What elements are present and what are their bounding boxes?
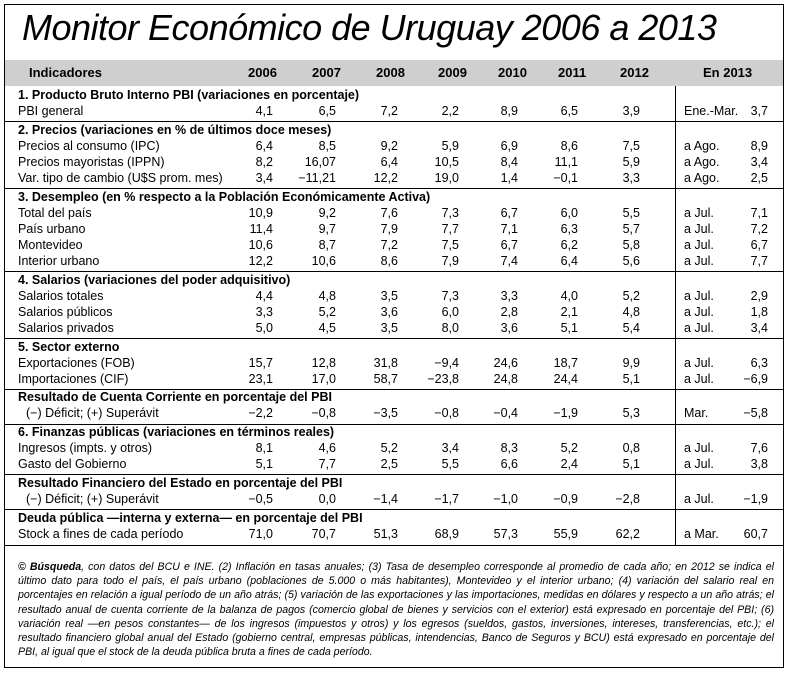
cell-value: 6,7 — [500, 237, 518, 252]
cell-value: 8,4 — [500, 154, 518, 169]
cell-value: 6,4 — [560, 254, 578, 268]
cell-value: 7,3 — [441, 288, 459, 303]
cell-value: 18,7 — [553, 355, 578, 370]
header-year: 2006 — [248, 65, 277, 80]
section-label: Resultado de Cuenta Corriente en porcentaje del PBI — [18, 390, 332, 405]
section-label: 2. Precios (variaciones en % de últimos doce meses) — [18, 122, 332, 137]
cell-value: 5,1 — [622, 457, 640, 472]
row-label: Total del país — [18, 205, 92, 220]
cell-value: 11,4 — [249, 221, 273, 236]
table-row — [0, 289, 790, 305]
cell-value: 12,2 — [373, 171, 398, 185]
cell-value: 3,5 — [380, 320, 398, 335]
header-year: 2011 — [558, 65, 587, 80]
cell-value: 3,6 — [380, 304, 398, 319]
table-row — [0, 104, 790, 120]
cell-value: −0,9 — [553, 491, 578, 506]
row-label: Gasto del Gobierno — [18, 457, 127, 472]
section-divider — [5, 338, 783, 339]
cell-value: 4,5 — [318, 320, 336, 335]
cell-value: 10,6 — [311, 254, 336, 268]
table-header — [5, 60, 783, 86]
cell-value: 1,4 — [500, 171, 518, 185]
table-row — [0, 139, 790, 155]
cell-value: 5,7 — [622, 221, 640, 236]
section-label: Deuda pública —interna y externa— en porcentaje del PBI — [18, 510, 363, 525]
header-year: 2008 — [376, 65, 405, 80]
period-label: a Jul. — [684, 237, 714, 252]
cell-value: 16,07 — [304, 154, 336, 169]
section-label: 4. Salarios (variaciones del poder adquisitivo) — [18, 272, 291, 287]
period-label: a Jul. — [684, 355, 714, 370]
value-2013: −6,9 — [743, 371, 768, 386]
cell-value: −1,0 — [493, 491, 518, 506]
cell-value: 7,5 — [622, 138, 640, 153]
section-heading — [0, 340, 790, 356]
cell-value: 3,4 — [441, 441, 459, 456]
table-row — [0, 238, 790, 254]
cell-value: 7,6 — [380, 205, 398, 220]
cell-value: 2,4 — [560, 457, 578, 472]
cell-value: 5,2 — [380, 441, 398, 456]
cell-value: 6,9 — [500, 138, 518, 153]
value-2013: 2,9 — [750, 288, 768, 303]
period-label: a Jul. — [684, 457, 714, 472]
cell-value: 6,5 — [560, 104, 578, 119]
cell-value: 8,0 — [441, 320, 459, 335]
cell-value: 7,3 — [441, 205, 459, 220]
table-row — [0, 222, 790, 238]
section-divider — [5, 474, 783, 475]
value-2013: −5,8 — [743, 406, 768, 421]
cell-value: 3,9 — [622, 104, 640, 119]
header-en2013: En 2013 — [703, 65, 753, 80]
section-divider — [5, 121, 783, 122]
cell-value: 7,9 — [441, 254, 459, 268]
cell-value: 8,7 — [318, 237, 336, 252]
cell-value: 62,2 — [615, 526, 640, 541]
value-2013: 8,9 — [750, 138, 768, 153]
cell-value: 5,2 — [560, 441, 578, 456]
section-label: 5. Sector externo — [18, 339, 120, 354]
page-title: Monitor Económico de Uruguay 2006 a 2013 — [22, 7, 717, 48]
value-2013: 6,3 — [750, 355, 768, 370]
period-label: a Jul. — [684, 221, 714, 236]
footnote — [18, 560, 774, 659]
cell-value: −9,4 — [434, 355, 459, 370]
cell-value: 5,2 — [622, 288, 640, 303]
cell-value: 5,6 — [622, 254, 640, 268]
cell-value: 0,8 — [622, 441, 640, 456]
cell-value: −23,8 — [427, 371, 459, 386]
cell-value: 5,8 — [622, 237, 640, 252]
cell-value: 7,9 — [380, 221, 398, 236]
section-divider — [5, 271, 783, 272]
period-label: a Ago. — [684, 138, 720, 153]
cell-value: 3,6 — [500, 320, 518, 335]
cell-value: 58,7 — [373, 371, 398, 386]
row-label: (−) Déficit; (+) Superávit — [26, 406, 159, 421]
cell-value: 7,2 — [380, 104, 398, 119]
period-label: Ene.-Mar. — [684, 104, 739, 119]
cell-value: 19,0 — [434, 171, 459, 185]
cell-value: 3,4 — [255, 171, 273, 185]
cell-value: 3,5 — [380, 288, 398, 303]
cell-value: −0,8 — [434, 406, 459, 421]
table-row — [0, 372, 790, 388]
section-heading — [0, 390, 790, 406]
row-label: Exportaciones (FOB) — [18, 355, 135, 370]
cell-value: 6,7 — [500, 205, 518, 220]
cell-value: 2,2 — [441, 104, 459, 119]
cell-value: 24,8 — [493, 371, 518, 386]
cell-value: 23,1 — [248, 371, 273, 386]
cell-value: 8,6 — [380, 254, 398, 268]
cell-value: −1,7 — [434, 491, 459, 506]
header-indicadores: Indicadores — [29, 65, 102, 80]
cell-value: 71,0 — [248, 526, 273, 541]
period-label: a Jul. — [684, 491, 714, 506]
period-label: a Jul. — [684, 288, 714, 303]
row-label: Montevideo — [18, 237, 83, 252]
row-label: Salarios privados — [18, 320, 114, 335]
cell-value: 7,7 — [441, 221, 459, 236]
row-label: (−) Déficit; (+) Superávit — [26, 491, 159, 506]
cell-value: 7,1 — [500, 221, 518, 236]
section-heading — [0, 273, 790, 289]
cell-value: 4,0 — [560, 288, 578, 303]
header-year: 2009 — [438, 65, 467, 80]
period-label: Mar. — [684, 406, 709, 421]
section-heading — [0, 425, 790, 441]
section-label: 3. Desempleo (en % respecto a la Población Económicamente Activa) — [18, 189, 431, 204]
value-2013: 3,4 — [750, 154, 768, 169]
period-label: a Ago. — [684, 154, 720, 169]
cell-value: 8,6 — [560, 138, 578, 153]
value-2013: 2,5 — [750, 171, 768, 185]
cell-value: 6,5 — [318, 104, 336, 119]
cell-value: 4,4 — [255, 288, 273, 303]
row-label: Precios al consumo (IPC) — [18, 138, 160, 153]
cell-value: 12,2 — [248, 254, 273, 268]
row-label: Salarios públicos — [18, 304, 113, 319]
value-2013: 60,7 — [743, 526, 768, 541]
cell-value: 4,8 — [318, 288, 336, 303]
cell-value: 6,0 — [560, 205, 578, 220]
header-year: 2007 — [312, 65, 341, 80]
row-label: Var. tipo de cambio (U$S prom. mes) — [18, 171, 223, 185]
cell-value: 8,1 — [255, 441, 273, 456]
table-row — [0, 492, 790, 508]
header-year: 2012 — [620, 65, 649, 80]
period-label: a Jul. — [684, 205, 714, 220]
cell-value: 8,9 — [500, 104, 518, 119]
section-label: Resultado Financiero del Estado en porcentaje del PBI — [18, 475, 343, 490]
cell-value: 70,7 — [311, 526, 336, 541]
row-label: Precios mayoristas (IPPN) — [18, 154, 165, 169]
period-label: a Jul. — [684, 371, 714, 386]
cell-value: 31,8 — [373, 355, 398, 370]
cell-value: 57,3 — [493, 526, 518, 541]
cell-value: 5,4 — [622, 320, 640, 335]
period-label: a Jul. — [684, 304, 714, 319]
cell-value: 2,5 — [380, 457, 398, 472]
row-label: País urbano — [18, 221, 86, 236]
cell-value: 5,1 — [255, 457, 273, 472]
cell-value: 6,6 — [500, 457, 518, 472]
row-label: Ingresos (impts. y otros) — [18, 441, 153, 456]
cell-value: 55,9 — [553, 526, 578, 541]
table-row — [0, 305, 790, 321]
value-2013: 7,6 — [750, 441, 768, 456]
cell-value: 6,0 — [441, 304, 459, 319]
cell-value: 15,7 — [248, 355, 273, 370]
table-row — [0, 406, 790, 422]
cell-value: 9,7 — [318, 221, 336, 236]
cell-value: 9,9 — [622, 355, 640, 370]
header-year: 2010 — [498, 65, 527, 80]
cell-value: 6,4 — [380, 154, 398, 169]
cell-value: 4,6 — [318, 441, 336, 456]
cell-value: 7,7 — [318, 457, 336, 472]
cell-value: −2,2 — [248, 406, 273, 421]
section-heading — [0, 190, 790, 206]
table-row — [0, 254, 790, 270]
table-row — [0, 171, 790, 187]
row-label: Interior urbano — [18, 254, 100, 268]
cell-value: 5,9 — [622, 154, 640, 169]
cell-value: 10,6 — [248, 237, 273, 252]
cell-value: 0,0 — [318, 491, 336, 506]
cell-value: 51,3 — [373, 526, 398, 541]
cell-value: 5,1 — [622, 371, 640, 386]
cell-value: 9,2 — [380, 138, 398, 153]
cell-value: 68,9 — [434, 526, 459, 541]
cell-value: 6,2 — [560, 237, 578, 252]
cell-value: −3,5 — [373, 406, 398, 421]
cell-value: 2,8 — [500, 304, 518, 319]
cell-value: 8,3 — [500, 441, 518, 456]
section-divider — [5, 424, 783, 425]
table-row — [0, 356, 790, 372]
cell-value: 9,2 — [318, 205, 336, 220]
footnote-source: © Búsqueda — [18, 561, 82, 573]
section-label: 6. Finanzas públicas (variaciones en términos reales) — [18, 425, 335, 439]
cell-value: −0,8 — [311, 406, 336, 421]
cell-value: 11,1 — [554, 154, 578, 169]
section-heading — [0, 88, 790, 104]
cell-value: 7,2 — [380, 237, 398, 252]
row-label: Salarios totales — [18, 288, 104, 303]
cell-value: 4,8 — [622, 304, 640, 319]
value-2013: 7,7 — [750, 254, 768, 268]
cell-value: 5,0 — [255, 320, 273, 335]
section-divider — [5, 188, 783, 189]
table-bottom-rule — [5, 545, 783, 546]
footnote-text: , con datos del BCU e INE. (2) Inflación en tasas anuales; (3) Tasa de desempleo corresponde al promedio de cada año; en 2012 se indica el último dato para todo el país, el país urbano (poblaciones de 5.000 o más habitantes), Montevideo y el interior urbano; (4) variación del salario real en porcentajes en relación a igual período de un año atrás; (5) variación de las exportaciones y las importaciones, medidas en dólares y respecto a un año atrás; el resultado anual de cuenta corriente de la balanza de pagos (comercio global de bienes y servicios con el exterior) está expresado en porcentaje del PBI; (6) variación real —en pesos constantes— de los ingresos (impuestos y otros) y los egresos (sueldos, gastos, inversiones, intereses, transferencias, etc.); el resultado financiero global anual del Estado (gobierno central, empresas públicas, intendencias, Banco de Seguros y BCU) está expresado en porcentaje del PBI, al igual que el stock de la deuda pública bruta a fines de cada período. — [18, 561, 774, 659]
table-row — [0, 206, 790, 222]
table-row — [0, 441, 790, 457]
cell-value: 3,3 — [500, 288, 518, 303]
value-2013: 7,1 — [750, 205, 768, 220]
cell-value: 3,3 — [622, 171, 640, 185]
cell-value: 2,1 — [560, 304, 578, 319]
cell-value: 6,4 — [255, 138, 273, 153]
cell-value: 12,8 — [311, 355, 336, 370]
cell-value: 10,9 — [248, 205, 273, 220]
cell-value: 3,3 — [255, 304, 273, 319]
table-row — [0, 457, 790, 473]
table-row — [0, 321, 790, 337]
cell-value: −11,21 — [298, 171, 336, 185]
table-row — [0, 527, 790, 543]
value-2013: 1,8 — [750, 304, 768, 319]
cell-value: 5,3 — [622, 406, 640, 421]
cell-value: −1,4 — [373, 491, 398, 506]
cell-value: 8,2 — [255, 154, 273, 169]
cell-value: 5,5 — [622, 205, 640, 220]
cell-value: 17,0 — [311, 371, 336, 386]
section-heading — [0, 123, 790, 139]
cell-value: 5,9 — [441, 138, 459, 153]
period-label: a Mar. — [684, 526, 719, 541]
value-2013: 6,7 — [750, 237, 768, 252]
period-label: a Jul. — [684, 320, 714, 335]
cell-value: 5,1 — [560, 320, 578, 335]
value-2013: 3,8 — [750, 457, 768, 472]
cell-value: 4,1 — [255, 104, 273, 119]
row-label: PBI general — [18, 104, 84, 119]
period-label: a Jul. — [684, 441, 714, 456]
cell-value: 24,4 — [553, 371, 578, 386]
value-2013: 3,7 — [750, 104, 768, 119]
period-label: a Jul. — [684, 254, 714, 268]
value-2013: 3,4 — [750, 320, 768, 335]
cell-value: 5,2 — [318, 304, 336, 319]
cell-value: 10,5 — [434, 154, 459, 169]
period-label: a Ago. — [684, 171, 720, 185]
section-label: 1. Producto Bruto Interno PBI (variaciones en porcentaje) — [18, 88, 360, 102]
section-heading — [0, 476, 790, 492]
cell-value: −1,9 — [553, 406, 578, 421]
cell-value: 7,5 — [441, 237, 459, 252]
cell-value: −0,1 — [553, 171, 578, 185]
cell-value: 8,5 — [318, 138, 336, 153]
cell-value: 24,6 — [493, 355, 518, 370]
section-divider — [5, 509, 783, 510]
cell-value: −0,4 — [493, 406, 518, 421]
column-divider — [675, 86, 676, 545]
cell-value: −2,8 — [615, 491, 640, 506]
cell-value: 6,3 — [560, 221, 578, 236]
table-row — [0, 155, 790, 171]
cell-value: 5,5 — [441, 457, 459, 472]
row-label: Importaciones (CIF) — [18, 371, 129, 386]
section-divider — [5, 389, 783, 390]
value-2013: 7,2 — [750, 221, 768, 236]
value-2013: −1,9 — [743, 491, 768, 506]
cell-value: −0,5 — [248, 491, 273, 506]
section-heading — [0, 511, 790, 527]
row-label: Stock a fines de cada período — [18, 526, 184, 541]
cell-value: 7,4 — [500, 254, 518, 268]
